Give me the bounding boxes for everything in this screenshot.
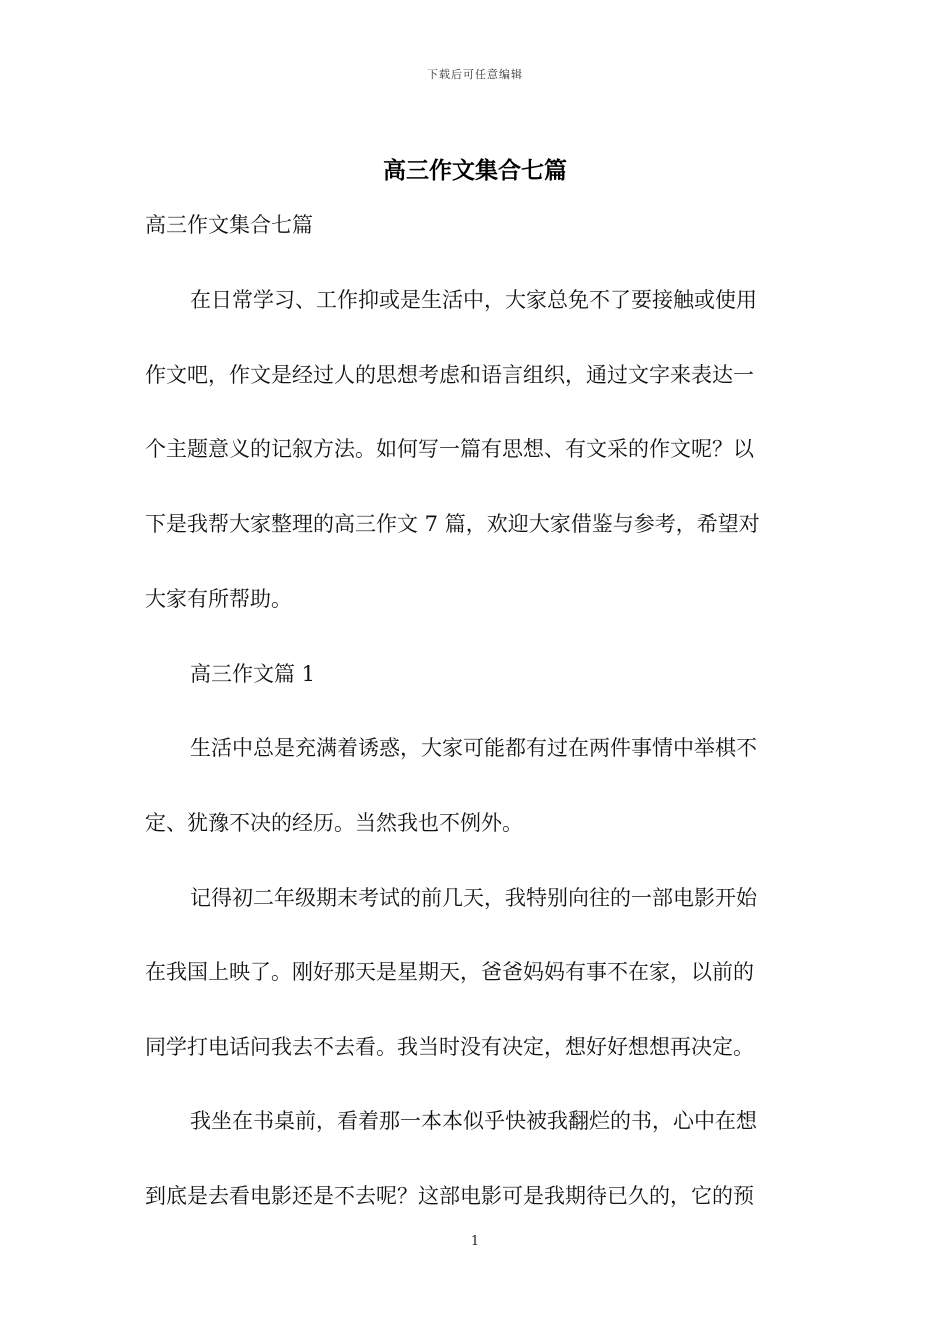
paragraph-line: 在我国上映了。刚好那天是星期天，爸爸妈妈有事不在家，以前的 <box>145 960 754 984</box>
paragraph-line: 个主题意义的记叙方法。如何写一篇有思想、有文采的作文呢？以 <box>145 437 754 461</box>
paragraph-line: 生活中总是充满着诱惑，大家可能都有过在两件事情中举棋不 <box>190 736 757 760</box>
paragraph-line: 我坐在书桌前，看着那一本本似乎快被我翻烂的书，心中在想 <box>190 1109 757 1133</box>
paragraph-line: 在日常学习、工作抑或是生活中，大家总免不了要接触或使用 <box>190 288 757 312</box>
paragraph-line: 定、犹豫不决的经历。当然我也不例外。 <box>145 811 523 835</box>
paragraph-line: 到底是去看电影还是不去呢？这部电影可是我期待已久的，它的预 <box>145 1184 754 1208</box>
header-note: 下载后可任意编辑 <box>427 68 523 81</box>
paragraph-line: 同学打电话问我去不去看。我当时没有决定，想好好想想再决定。 <box>145 1035 754 1059</box>
paragraph-line: 下是我帮大家整理的高三作文 7 篇，欢迎大家借鉴与参考，希望对 <box>145 512 760 536</box>
document-subtitle: 高三作文集合七篇 <box>145 213 313 237</box>
page-number: 1 <box>470 1234 480 1249</box>
paragraph-line: 大家有所帮助。 <box>145 587 292 611</box>
section-heading: 高三作文篇 1 <box>190 662 316 686</box>
document-title: 高三作文集合七篇 <box>383 157 567 184</box>
paragraph-line: 记得初二年级期末考试的前几天，我特别向往的一部电影开始 <box>190 886 757 910</box>
paragraph-line: 作文吧，作文是经过人的思想考虑和语言组织，通过文字来表达一 <box>145 363 754 387</box>
